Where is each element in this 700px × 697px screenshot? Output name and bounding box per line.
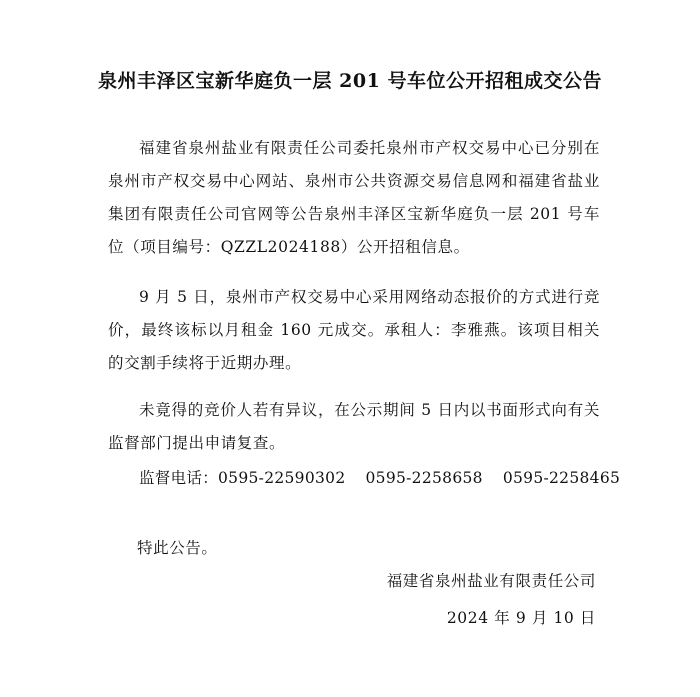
- paragraph-commission: 福建省泉州盐业有限责任公司委托泉州市产权交易中心已分别在泉州市产权交易中心网站、泉州市公共资源交易信息网和福建省盐业集团有限责任公司官网等公告泉州丰泽区宝新华庭负一层 201 号车位（项目编号：QZZL2024188）公开招租信息。: [108, 139, 600, 256]
- phone-number: 0595-22590302: [218, 469, 346, 487]
- supervision-phone-line: [139, 466, 620, 490]
- signature-organization: 福建省泉州盐业有限责任公司: [386, 572, 596, 590]
- closing-statement: 特此公告。: [137, 539, 218, 557]
- phone-label: 监督电话：: [139, 469, 219, 487]
- phone-number: 0595-2258658: [365, 469, 483, 487]
- phone-number: 0595-2258465: [502, 469, 621, 487]
- signature-date: 2024 年 9 月 10 日: [446, 609, 596, 627]
- page-title: 泉州丰泽区宝新华庭负一层 201 号车位公开招租成交公告: [98, 70, 602, 92]
- paragraph-objection: 未竟得的竞价人若有异议，在公示期间 5 日内以书面形式向有关监督部门提出申请复查。: [108, 401, 600, 452]
- paragraph-result: 9 月 5 日，泉州市产权交易中心采用网络动态报价的方式进行竞价，最终该标以月租金 160 元成交。承租人：李雅燕。该项目相关的交割手续将于近期办理。: [108, 288, 600, 372]
